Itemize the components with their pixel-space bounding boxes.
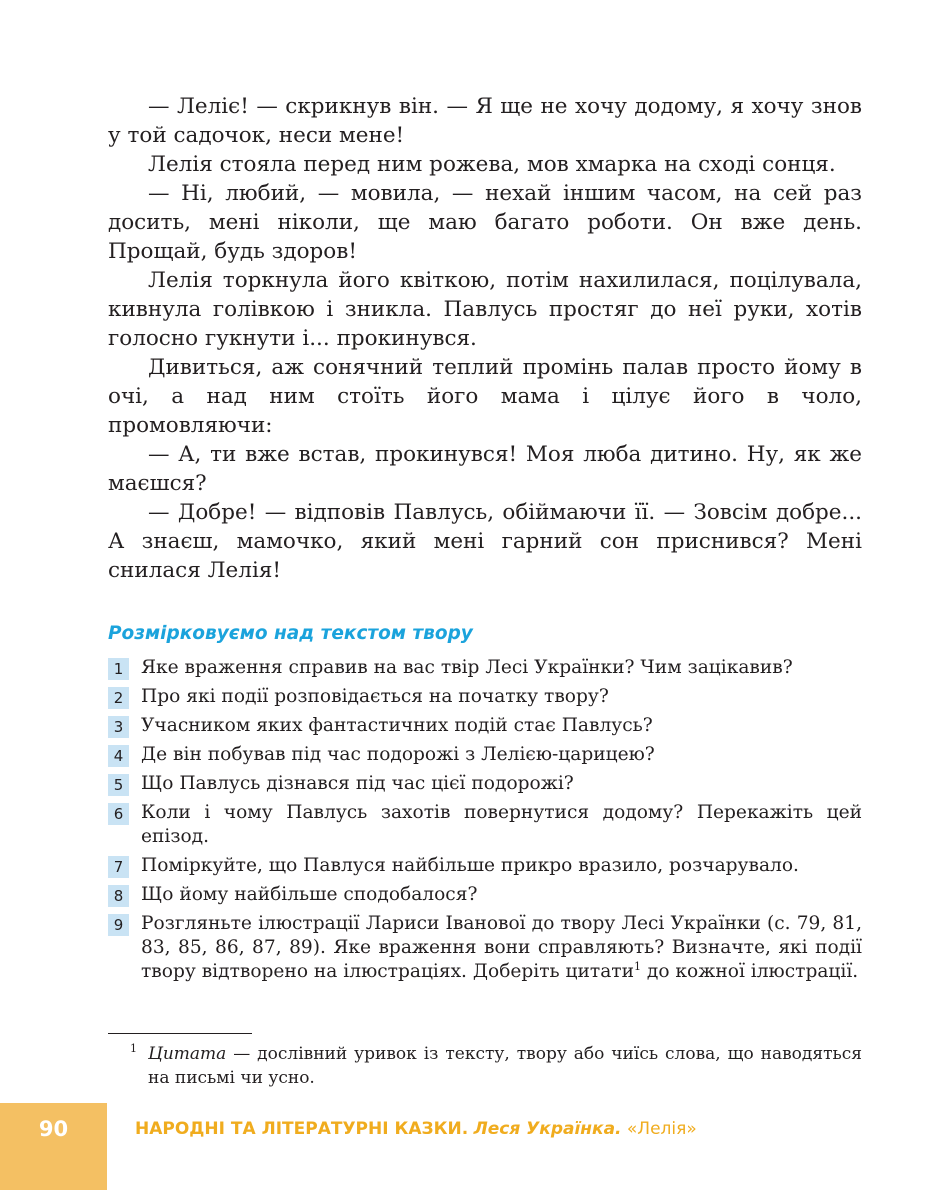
footnote-term: Цитата	[148, 1044, 227, 1064]
story-paragraph: — А, ти вже встав, прокинувся! Моя люба дитино. Ну, як же маєшся?	[108, 442, 862, 496]
footnote-text: — дослівний уривок із тексту, твору або чиїсь слова, що наводяться на письмі чи усно.	[148, 1044, 862, 1088]
story-paragraph: — Ні, любий, — мовила, — нехай іншим часом, на сей раз досить, мені ніколи, ще маю багато роботи. Он вже день. Прощай, будь здоров!	[108, 181, 862, 264]
question-number-badge: 1	[108, 658, 129, 680]
footnote-divider	[108, 1033, 252, 1034]
question-text: Що Павлусь дізнався під час цієї подорожі?	[141, 773, 574, 794]
question-text-part: до кожної ілюстрації.	[640, 961, 859, 982]
story-paragraph: Лелія стояла перед ним рожева, мов хмарка на сході сонця.	[148, 152, 836, 177]
question-item	[108, 912, 862, 984]
running-head-section: НАРОДНІ ТА ЛІТЕРАТУРНІ КАЗКИ.	[135, 1119, 469, 1139]
question-item	[108, 854, 862, 878]
footnote-body	[148, 1042, 862, 1090]
question-text: Поміркуйте, що Павлуся найбільше прикро вразило, розчарувало.	[141, 855, 799, 876]
question-number-badge: 2	[108, 687, 129, 709]
question-number-badge: 5	[108, 774, 129, 796]
footnote-mark: 1	[130, 1042, 137, 1055]
question-text: Яке враження справив на вас твір Лесі Українки? Чим зацікавив?	[141, 657, 793, 678]
question-text: Коли і чому Павлусь захотів повернутися додому? Перекажіть цей епізод.	[141, 802, 862, 847]
section-title: Розмірковуємо над текстом твору	[108, 623, 473, 644]
page-number: 90	[38, 1117, 69, 1141]
question-number-badge: 4	[108, 745, 129, 767]
footnote	[130, 1042, 862, 1090]
question-text: Про які події розповідається на початку твору?	[141, 686, 609, 707]
question-item	[108, 714, 862, 738]
running-head	[135, 1119, 697, 1139]
question-number-badge: 9	[108, 914, 129, 936]
story-text	[108, 92, 862, 585]
question-number-badge: 7	[108, 856, 129, 878]
story-paragraph: — Добре! — відповів Павлусь, обіймаючи її. — Зовсім добре... А знаєш, мамочко, який мені гарний сон приснився? Мені снилася Лелія!	[108, 500, 862, 583]
story-paragraph: Лелія торкнула його квіткою, потім нахилилася, поцілувала, кивнула голівкою і зникла. Павлусь простяг до неї руки, хотів голосно гукнути і... прокинувся.	[108, 268, 862, 351]
running-head-title: «Лелія»	[626, 1119, 697, 1139]
story-paragraph: Дивиться, аж сонячний теплий промінь палав просто йому в очі, а над ним стоїть його мама і цілує його в чоло, промовляючи:	[108, 355, 862, 438]
question-item	[108, 656, 862, 680]
question-text: Учасником яких фантастичних подій стає Павлусь?	[141, 715, 653, 736]
question-item	[108, 685, 862, 709]
question-number-badge: 8	[108, 885, 129, 907]
question-text: Де він побував під час подорожі з Лелією-царицею?	[141, 744, 655, 765]
story-paragraph: — Леліє! — скрикнув він. — Я ще не хочу додому, я хочу знов у той садочок, неси мене!	[108, 94, 862, 148]
running-head-author: Леся Українка.	[473, 1119, 622, 1139]
question-item	[108, 801, 862, 849]
question-item	[108, 743, 862, 767]
question-text: Що йому найбільше сподобалося?	[141, 884, 478, 905]
question-number-badge: 6	[108, 803, 129, 825]
question-item	[108, 883, 862, 907]
footnote-reference[interactable]: 1	[633, 959, 641, 973]
questions-list	[108, 656, 862, 989]
question-number-badge: 3	[108, 716, 129, 738]
question-item	[108, 772, 862, 796]
question-text	[141, 912, 862, 984]
question-text-part: Розгляньте ілюстрації Лариси Іванової до твору Лесі Українки (с. 79, 81, 83, 85, 86, 87, 89). Яке враження вони справляють? Визначте, які події твору відтворено на ілюстраціях. Доберіть цитати	[141, 913, 862, 982]
